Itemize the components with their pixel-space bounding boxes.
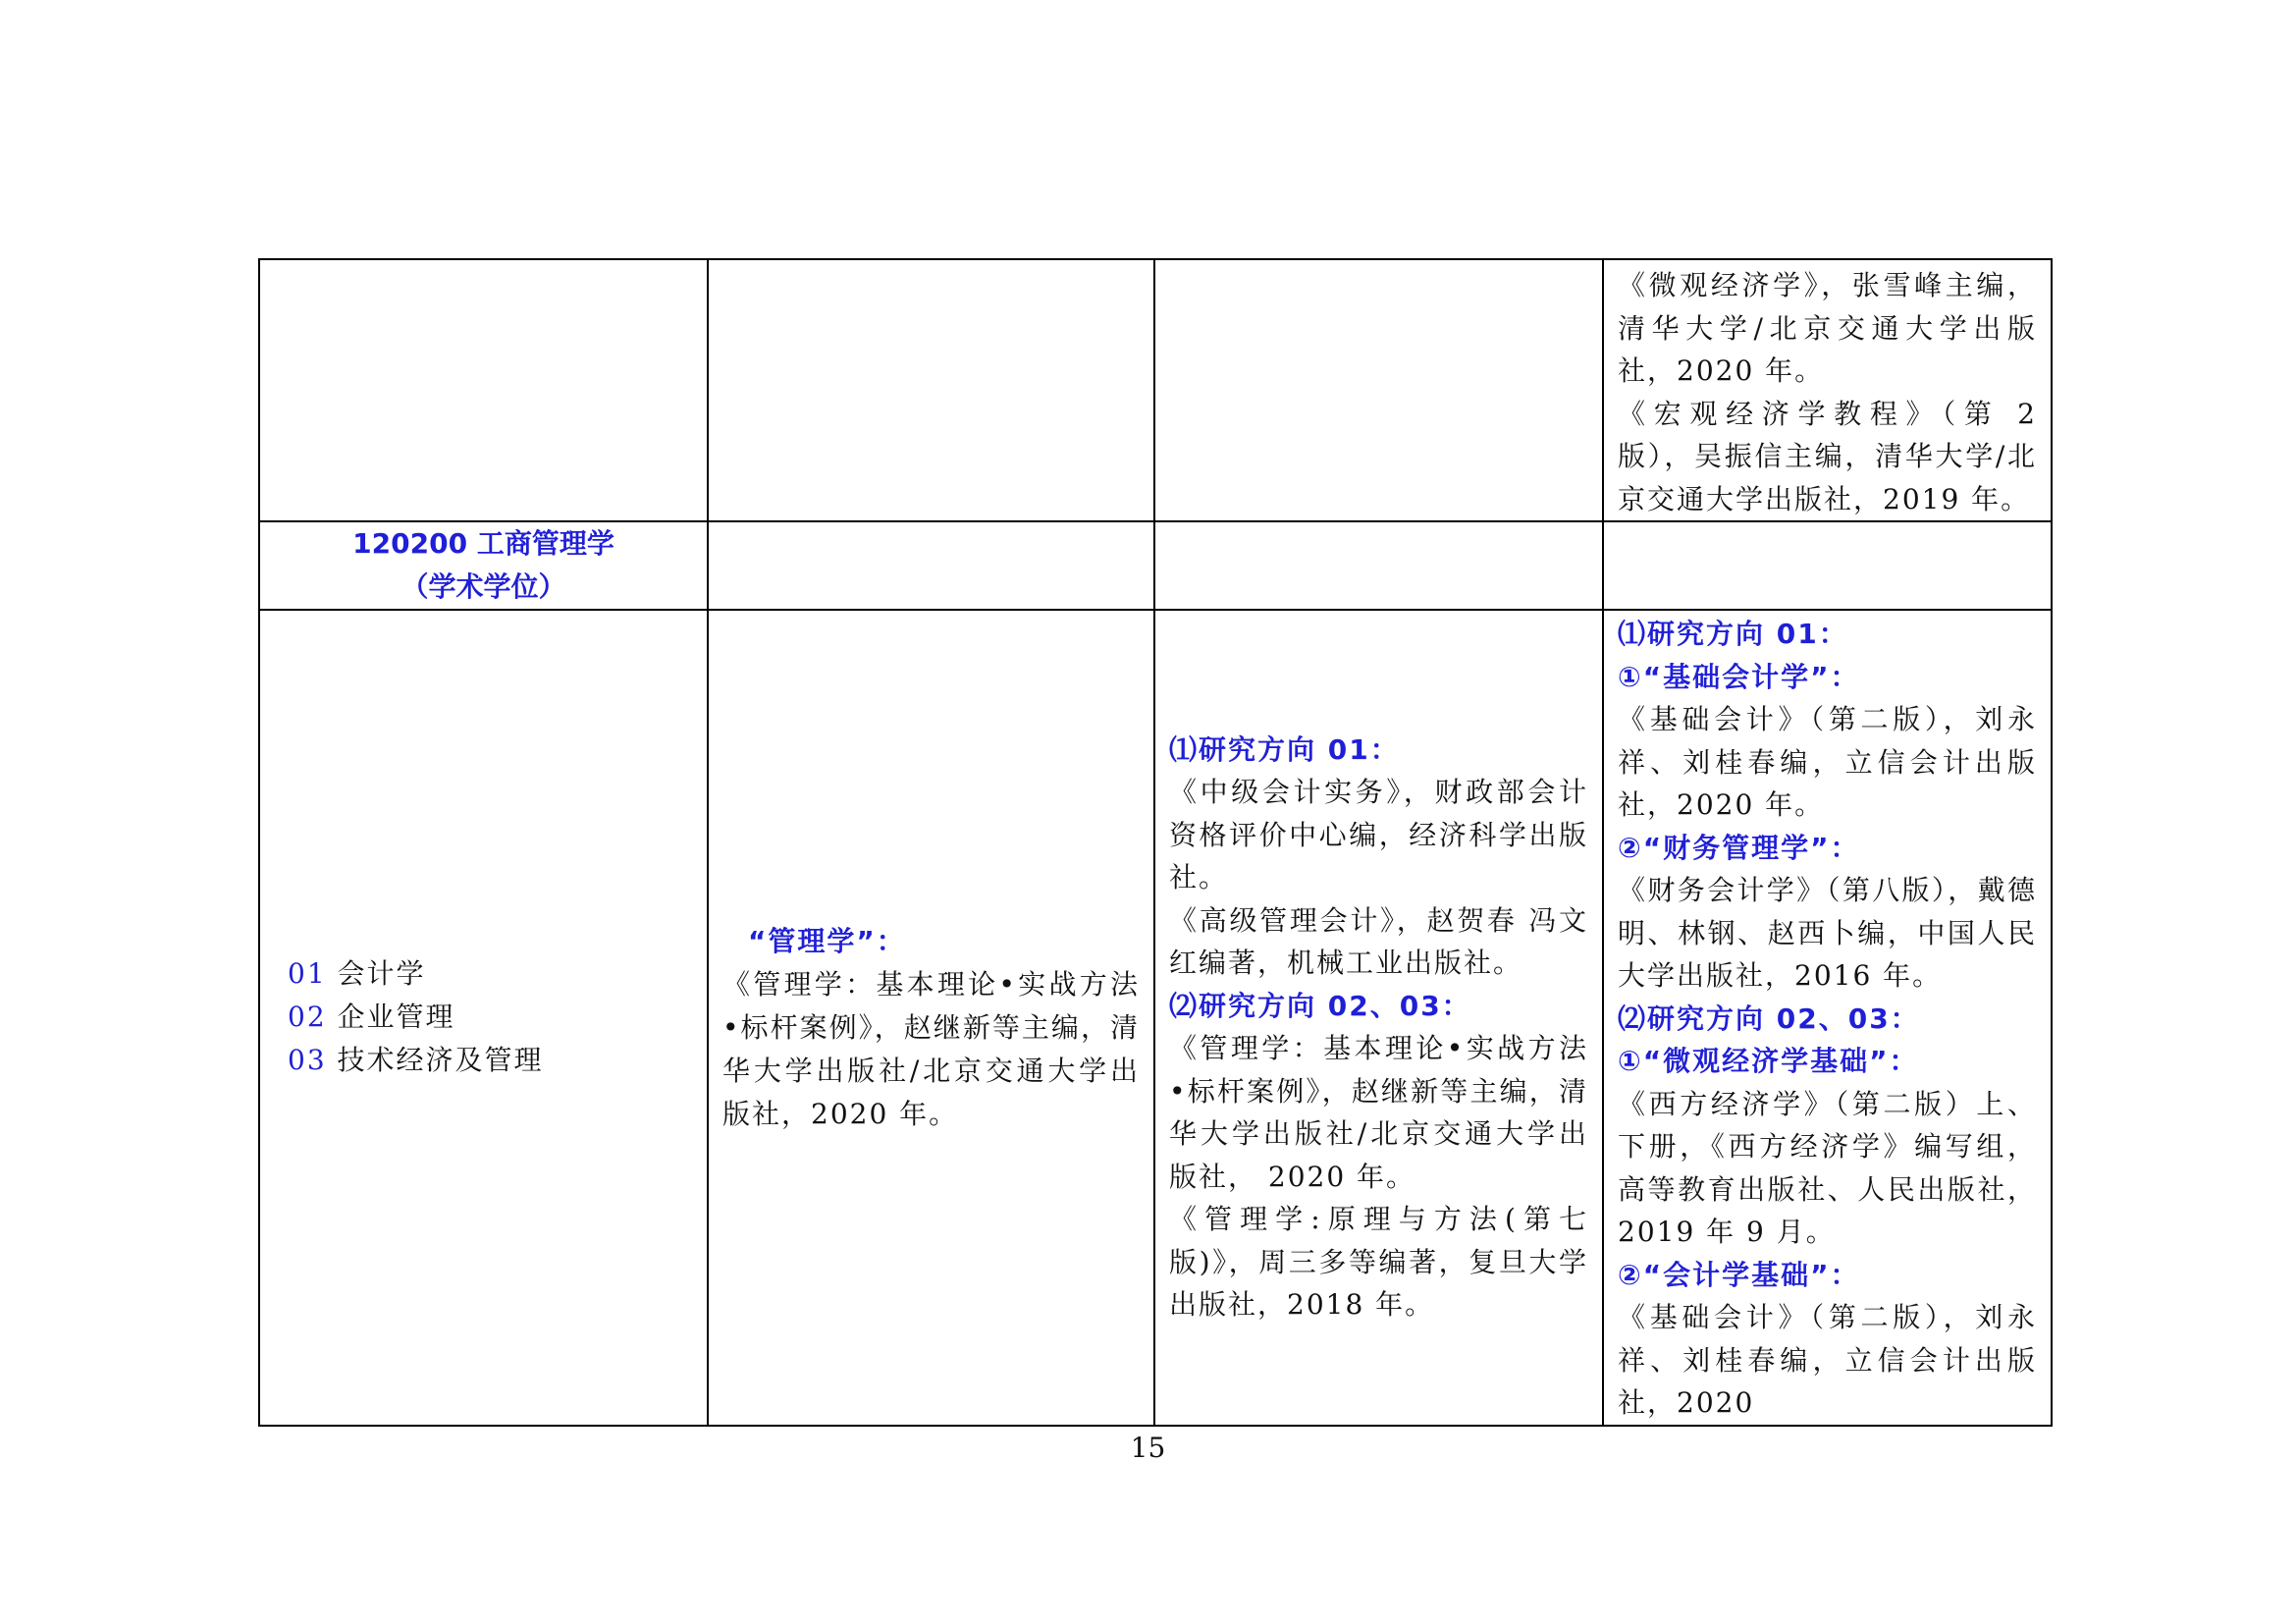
major-title: 120200 工商管理学 [352,527,614,560]
reference-entry: 《基础会计》（第二版），刘永祥、刘桂春编，立信会计出版社，2020 [1618,1301,2037,1419]
reference-entry: 《微观经济学》，张雪峰主编，清华大学/北京交通大学出版社，2020 年。 [1618,269,2037,387]
reference-entry: 《基础会计》（第二版），刘永祥、刘桂春编，立信会计出版社，2020 年。 [1618,703,2037,821]
subject-heading: ①“微观经济学基础”： [1618,1045,1919,1077]
direction-item: 01 会计学 [288,957,426,991]
row2-col4-empty [1603,521,2052,610]
subject-heading: “管理学”： [748,925,906,958]
addtest-refs-cell [1603,610,2052,1426]
reference-entry: 《财务会计学》（第八版），戴德明、林钢、赵西卜编，中国人民大学出版社，2016 年。 [1618,874,2037,992]
row1-col2-empty [708,259,1154,521]
research-directions-cell [259,610,708,1426]
direction-heading: ⑴研究方向 01： [1618,618,1848,650]
row2-col2-empty [708,521,1154,610]
table-row [259,610,2052,1426]
direction-heading: ⑴研究方向 01： [1169,732,1400,766]
reference-entry: 《宏观经济学教程》（第 2 版），吴振信主编，清华大学/北京交通大学出版社，2019 年。 [1618,397,2037,515]
catalog-table [258,258,2053,1427]
degree-type: （学术学位） [400,570,566,603]
row1-col1-empty [259,259,708,521]
direction-heading: ⑵研究方向 02、03： [1618,1001,1920,1035]
direction-item: 02 企业管理 [288,1001,455,1034]
subject-reference: 《管理学：基本理论•实战方法•标杆案例》，赵继新等主编，清华大学出版社/北京交通大学出版社，2020 年。 [722,968,1140,1131]
reference-entry: 《中级会计实务》，财政部会计资格评价中心编，经济科学出版社。 [1169,776,1588,894]
reexam-refs-cell [1154,610,1603,1426]
direction-item: 03 技术经济及管理 [288,1044,544,1077]
subject-heading: ②“财务管理学”： [1618,831,1860,864]
reference-entry: 《西方经济学》（第二版）上、下册，《西方经济学》编写组，高等教育出版社、人民出版社，2019 年 9 月。 [1618,1087,2037,1248]
direction-heading: ⑵研究方向 02、03： [1169,989,1471,1022]
reference-entry: 《管理学：基本理论•实战方法•标杆案例》，赵继新等主编，清华大学出版社/北京交通大学出版社， 2020 年。 [1169,1032,1588,1193]
major-title-cell [259,521,708,610]
subject-heading: ①“基础会计学”： [1618,660,1860,693]
page-number: 15 [1130,1432,1166,1464]
row1-col3-empty [1154,259,1603,521]
exam-subject-cell [708,610,1154,1426]
reference-entry: 《管理学:原理与方法(第七版)》，周三多等编著，复旦大学出版社，2018 年。 [1169,1203,1588,1322]
subject-heading: ②“会计学基础”： [1618,1258,1860,1291]
row1-col4-refs [1603,259,2052,521]
reference-entry: 《高级管理会计》，赵贺春 冯文红编著，机械工业出版社。 [1169,903,1588,980]
row2-col3-empty [1154,521,1603,610]
table-row [259,259,2052,521]
table-row [259,521,2052,610]
